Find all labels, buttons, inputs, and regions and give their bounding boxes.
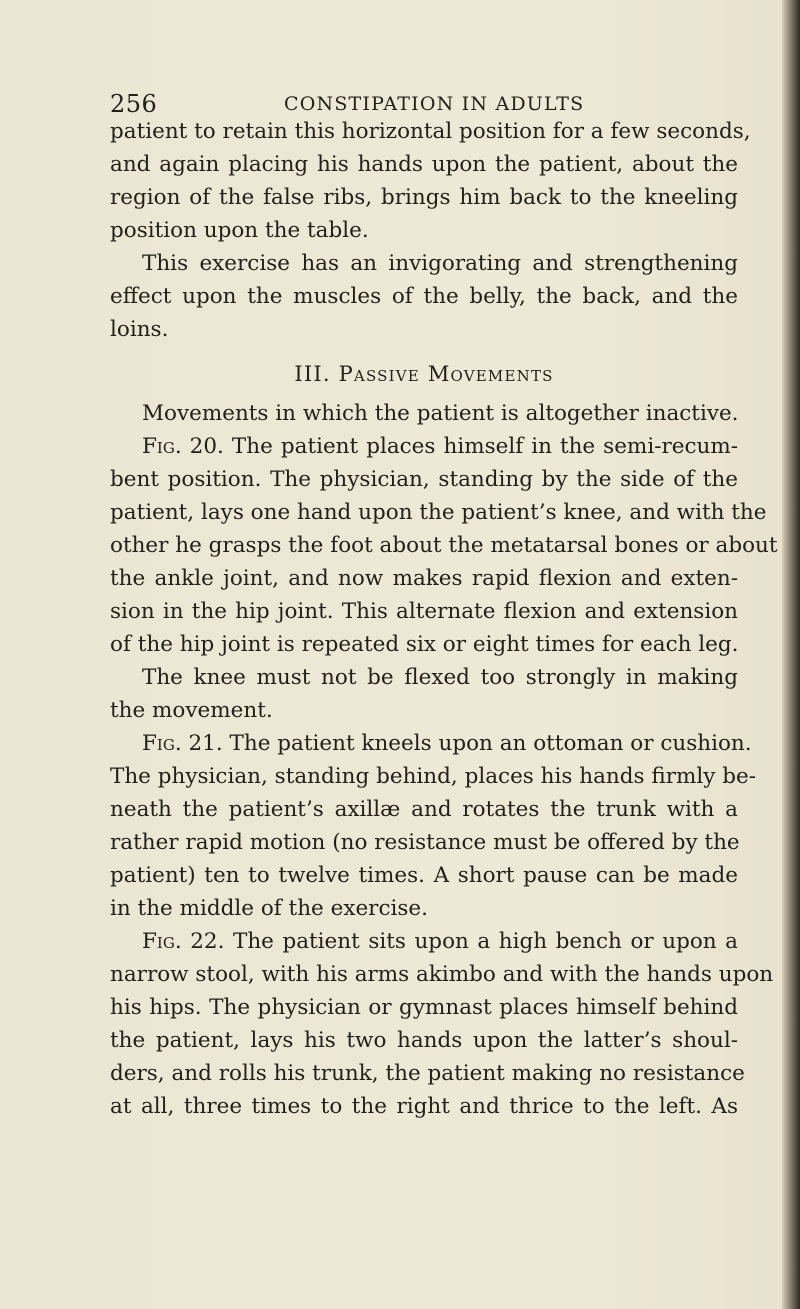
text-line: ders, and rolls his trunk, the patient making no resistance [110,1061,745,1086]
text-line: rather rapid motion (no resistance must be offered by the [110,830,740,855]
paragraph-passive-intro [110,397,738,430]
text-line: effect upon the muscles of the belly, the back, and the [110,284,738,309]
text-line: bent position. The physician, standing by the side of the [110,467,738,492]
text-line: and again placing his hands upon the patient, about the [110,152,738,177]
text-line: narrow stool, with his arms akimbo and with the hands upon [110,962,774,987]
text-line: at all, three times to the right and thrice to the left. As [110,1094,738,1119]
text-line: the ankle joint, and now makes rapid flexion and exten- [110,566,738,591]
page-edge-shadow [782,0,800,1309]
text-fragment: The patient sits upon a high bench or upon a [232,929,739,954]
text-line: the patient, lays his two hands upon the latter’s shoul- [110,1028,738,1053]
paragraph-fig-20 [110,430,778,727]
text-line: sion in the hip joint. This alternate flexion and extension [110,599,738,624]
page-number: 256 [110,90,158,118]
text-line: in the middle of the exercise. [110,896,428,921]
text-line: The physician, standing behind, places his hands firmly be- [110,764,757,789]
text-line: neath the patient’s axillæ and rotates the trunk with a [110,797,738,822]
paragraph-exercise-effect [110,247,738,346]
page-body [110,115,778,1123]
text-line: region of the false ribs, brings him back to the kneeling [110,185,738,210]
text-line [110,430,738,463]
text-line: The knee must not be flexed too strongly in making [142,665,738,690]
text-line: position upon the table. [110,218,369,243]
text-line: patient, lays one hand upon the patient’s knee, and with the [110,500,767,525]
paragraph-continuation [110,115,751,247]
text-line: patient) ten to twelve times. A short pause can be made [110,863,738,888]
text-fragment: The patient kneels upon an ottoman or cushion. [229,731,752,756]
text-line: the movement. [110,698,273,723]
text-line: his hips. The physician or gymnast places himself behind [110,995,738,1020]
figure-label: Fig. 20. [142,434,224,459]
running-head: CONSTIPATION IN ADULTS [284,93,585,115]
text-fragment: The patient places himself in the semi-recum- [231,434,738,459]
paragraph-fig-21 [110,727,757,925]
text-line [110,727,752,760]
text-line: This exercise has an invigorating and strengthening [142,251,738,276]
section-heading: III. Passive Movements [294,362,554,386]
figure-label: Fig. 21. [142,731,223,756]
paragraph-fig-22 [110,925,774,1123]
text-line: loins. [110,317,169,342]
text-line: other he grasps the foot about the metatarsal bones or about [110,533,778,558]
text-line: Movements in which the patient is altogether inactive. [142,401,739,426]
text-line: of the hip joint is repeated six or eight times for each leg. [110,632,739,657]
text-line: patient to retain this horizontal position for a few seconds, [110,119,751,144]
text-line [110,925,738,958]
figure-label: Fig. 22. [142,929,225,954]
